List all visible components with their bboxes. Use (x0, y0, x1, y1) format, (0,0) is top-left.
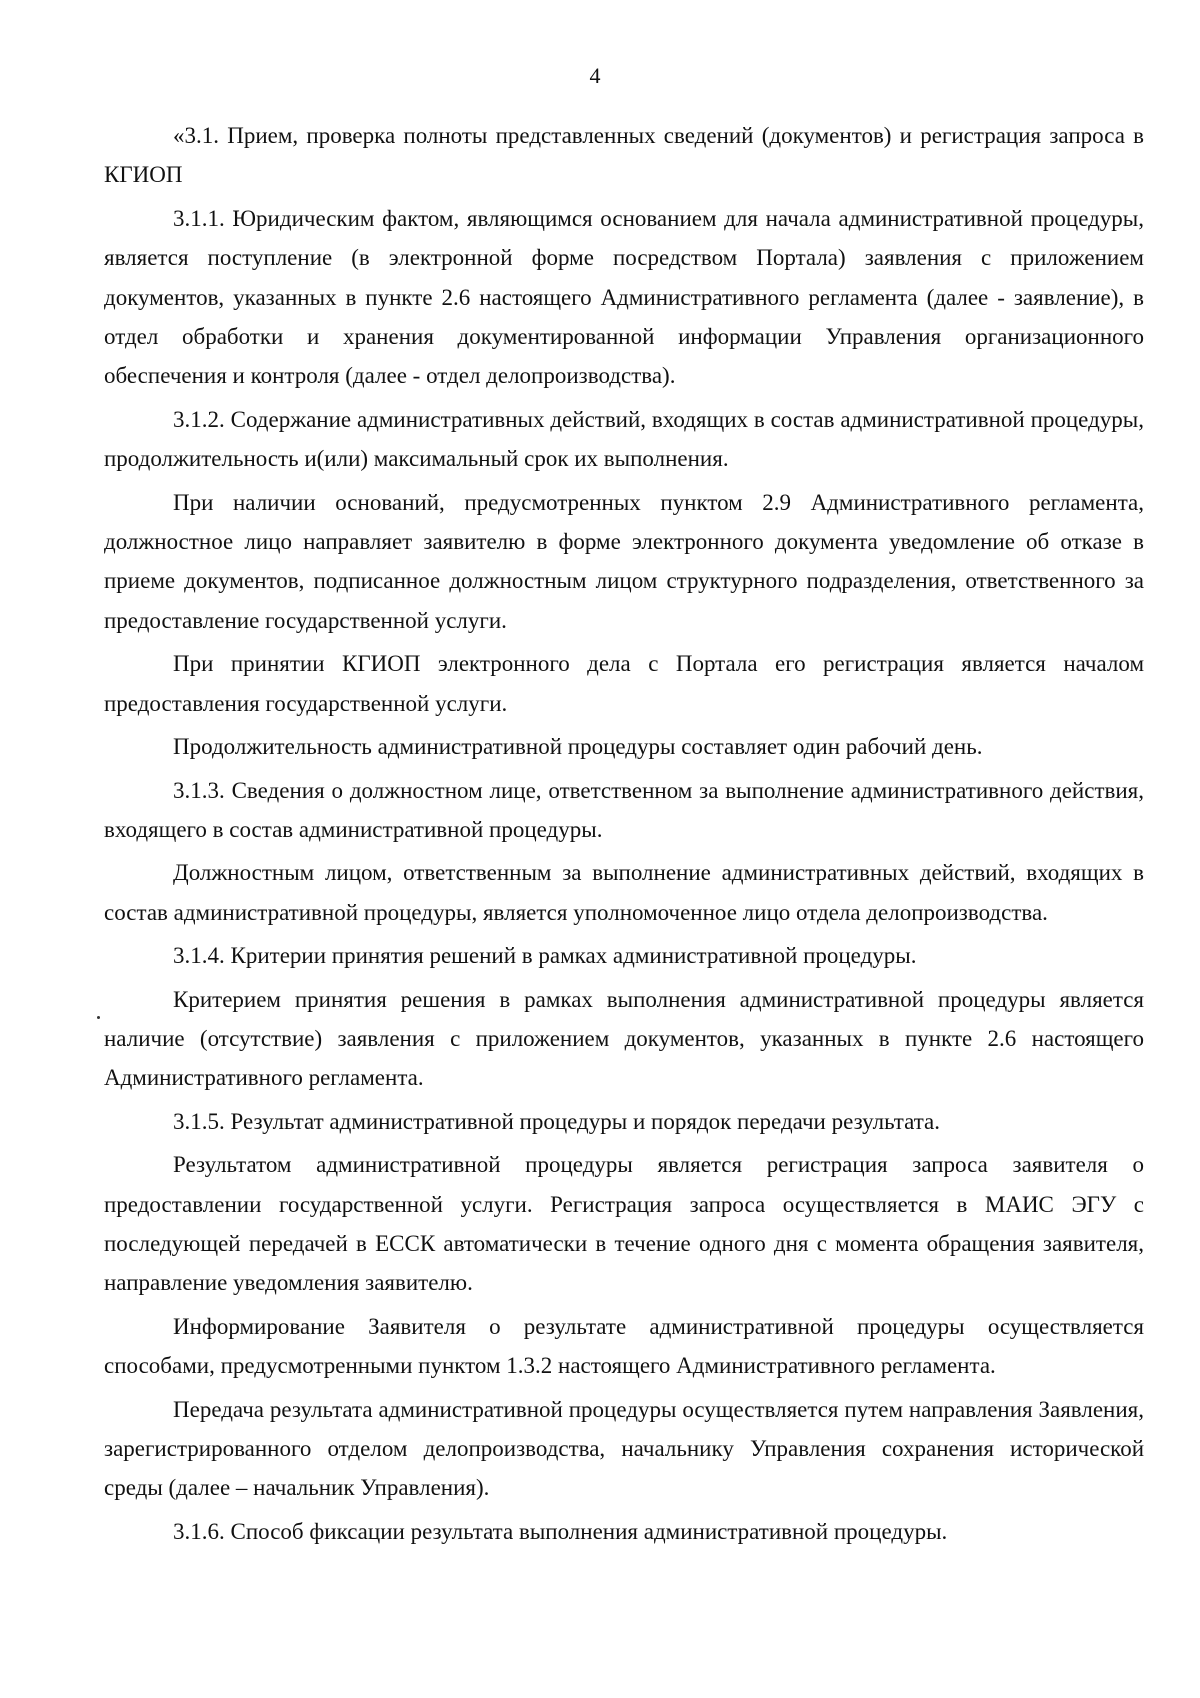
scan-dot-mark (97, 1016, 100, 1019)
paragraph-refusal-grounds: При наличии оснований, предусмотренных пунктом 2.9 Административного регламента, должностное лицо направляет заявителю в форме электронного документа уведомление об отказе в приеме документов, подписанное должностным лицом структурного подразделения, ответственного за предоставление государственной услуги. (104, 489, 1144, 633)
paragraph-3-1-1: 3.1.1. Юридическим фактом, являющимся основанием для начала административной процедуры, является поступление (в электронной форме посредством Портала) заявления с приложением документов, указанных в пункте 2.6 настоящего Административного регламента (далее - заявление), в отдел обработки и хранения документированной информации Управления организационного обеспечения и контроля (далее - отдел делопроизводства). (104, 205, 1144, 389)
paragraph-registration-start: При принятии КГИОП электронного дела с Портала его регистрация является началом предоставления государственной услуги. (104, 651, 1144, 716)
paragraph-3-1-2: 3.1.2. Содержание административных действий, входящих в состав административной процедуры, продолжительность и(или) максимальный срок их выполнения. (104, 406, 1144, 472)
paragraph-duration: Продолжительность административной процедуры составляет один рабочий день. (173, 734, 983, 760)
paragraph-3-1-heading: «3.1. Прием, проверка полноты представленных сведений (документов) и регистрация запроса в КГИОП (104, 123, 1144, 188)
paragraph-decision-criterion: Критерием принятия решения в рамках выполнения административной процедуры является наличие (отсутствие) заявления с приложением документов, указанных в пункте 2.6 настоящего Административного регламента. (104, 986, 1144, 1091)
paragraph-informing: Информирование Заявителя о результате административной процедуры осуществляется способами, предусмотренными пунктом 1.3.2 настоящего Административного регламента. (104, 1313, 1144, 1379)
paragraph-3-1-5: 3.1.5. Результат административной процедуры и порядок передачи результата. (173, 1108, 940, 1134)
paragraph-3-1-3: 3.1.3. Сведения о должностном лице, ответственном за выполнение административного действия, входящего в состав административной процедуры. (104, 777, 1144, 842)
document-body (104, 116, 1144, 1555)
paragraph-3-1-6: 3.1.6. Способ фиксации результата выполнения административной процедуры. (173, 1518, 948, 1544)
paragraph-result: Результатом административной процедуры является регистрация запроса заявителя о предоставлении государственной услуги. Регистрация запроса осуществляется в МАИС ЭГУ с последующей передачей в ЕССК автоматически в течение одного дня с момента обращения заявителя, направление уведомления заявителю. (104, 1152, 1144, 1296)
paragraph-responsible-official: Должностным лицом, ответственным за выполнение административных действий, входящих в состав административной процедуры, является уполномоченное лицо отдела делопроизводства. (104, 860, 1144, 925)
paragraph-3-1-4: 3.1.4. Критерии принятия решений в рамках административной процедуры. (173, 943, 917, 969)
page-number: 4 (589, 63, 601, 88)
paragraph-result-transfer: Передача результата административной процедуры осуществляется путем направления Заявления, зарегистрированного отделом делопроизводства, начальнику Управления сохранения исторической среды (далее – начальник Управления). (104, 1396, 1144, 1501)
